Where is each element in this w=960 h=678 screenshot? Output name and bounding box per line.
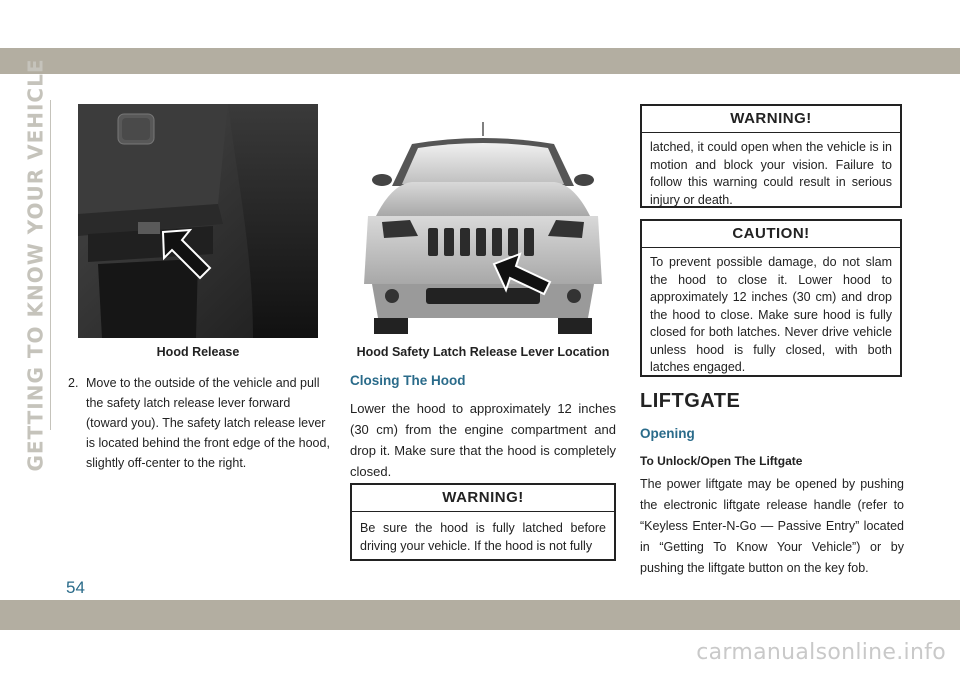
watermark: carmanualsonline.info (696, 640, 946, 665)
liftgate-paragraph: The power liftgate may be opened by pushing the electronic liftgate release handle (refer to “Keyless Enter-N-Go — Passive Entry” located in “Getting To Know Your Vehicle”) or by pushing the liftgate button on the key fob. (640, 477, 904, 575)
opening-heading: Opening (640, 426, 695, 441)
step-number: 2. (68, 376, 79, 390)
caution-text: To prevent possible damage, do not slam the hood to close it. Lower hood to approximately 12 inches (30 cm) and drop the hood to close. Make sure hood is fully closed for both latches. Never drive vehicle unless hood is fully closed, with both latches engaged. (650, 255, 892, 374)
side-section-title-text: GETTING TO KNOW YOUR VEHICLE (24, 58, 48, 472)
hood-release-image (78, 104, 318, 338)
caution-title: CAUTION! (642, 221, 900, 248)
hood-release-caption: Hood Release (156, 345, 240, 359)
warning-text-right: latched, it could open when the vehicle is in motion and block your vision. Failure to follow this warning could result in serious injury or death. (650, 140, 892, 207)
jeep-front-image (352, 104, 614, 338)
hood-release-figure (78, 104, 318, 338)
page-number: 54 (66, 578, 85, 597)
safety-latch-figure (352, 104, 614, 338)
liftgate-section-title: LIFTGATE (640, 390, 741, 412)
step-text: Move to the outside of the vehicle and pull the safety latch release lever forward (toward you). The safety latch release lever is located behind the front edge of the hood, slightly off-center to the right. (86, 376, 330, 470)
warning-title: WARNING! (352, 485, 614, 512)
bottom-band (0, 600, 960, 630)
warning-title-right: WARNING! (642, 106, 900, 133)
warning-box-middle (350, 483, 616, 561)
side-section-title (24, 58, 48, 472)
warning-text: Be sure the hood is fully latched before driving your vehicle. If the hood is not fully (360, 521, 606, 553)
top-band (0, 48, 960, 74)
unlock-liftgate-heading: To Unlock/Open The Liftgate (640, 454, 803, 468)
safety-latch-caption: Hood Safety Latch Release Lever Location (356, 345, 610, 359)
side-rule (50, 100, 51, 430)
caution-box (640, 219, 902, 377)
closing-hood-heading: Closing The Hood (350, 373, 466, 388)
closing-hood-paragraph: Lower the hood to approximately 12 inches (30 cm) from the engine compartment and drop it. Make sure that the hood is completely closed. (350, 401, 616, 479)
warning-box-right (640, 104, 902, 208)
